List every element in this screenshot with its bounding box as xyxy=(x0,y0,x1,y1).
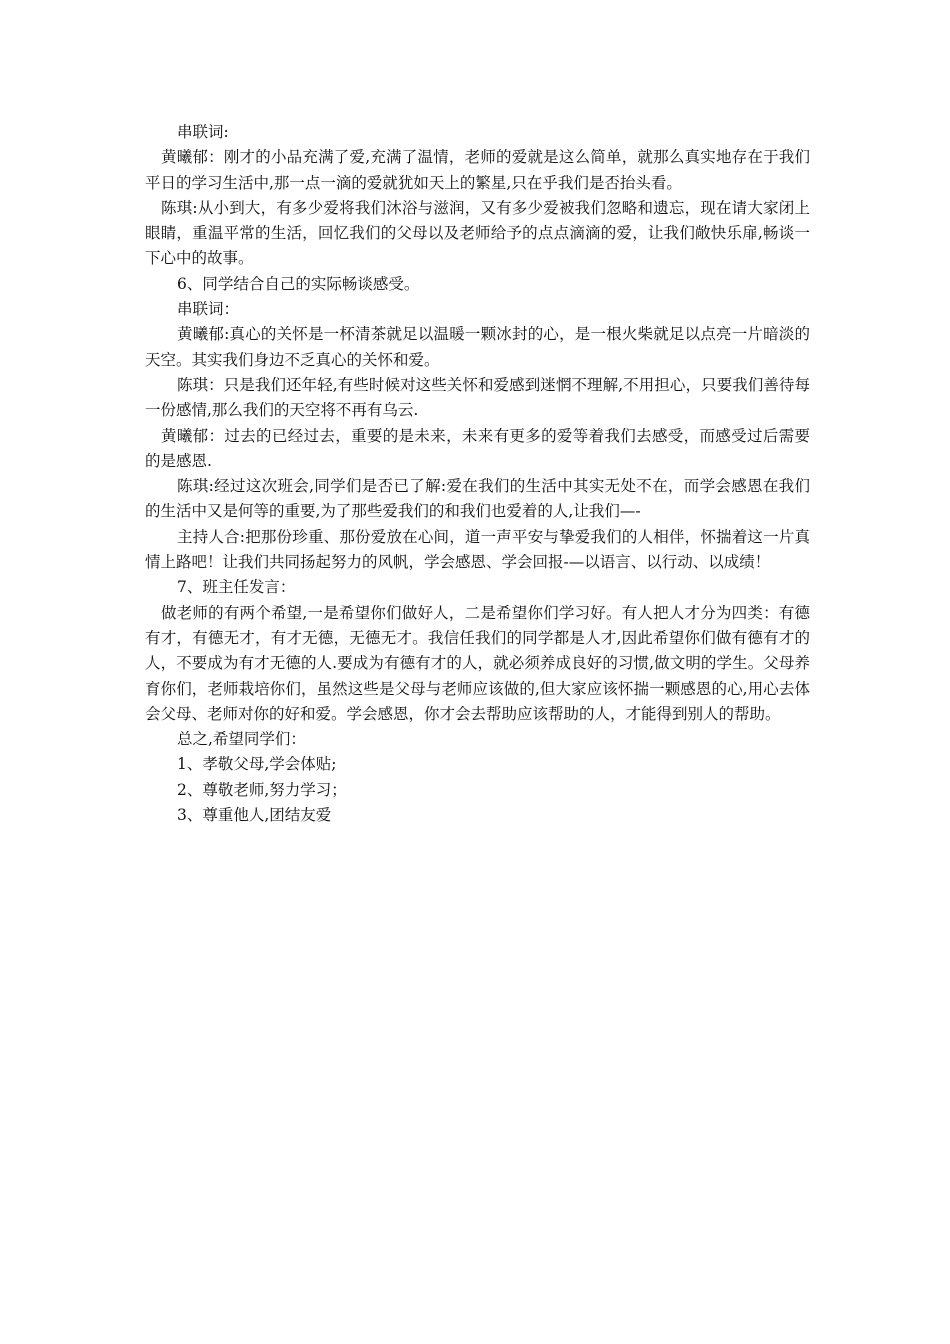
document-body xyxy=(145,120,810,828)
paragraph-huang-1: 黄曦郁：刚才的小品充满了爱,充满了温情，老师的爱就是这么简单，就那么真实地存在于我们平日的学习生活中,那一点一滴的爱就犹如天上的繁星,只在乎我们是否抬头看。 xyxy=(145,148,810,192)
list-item-1: 1、孝敬父母,学会体贴; xyxy=(177,755,337,774)
paragraph-huang-2: 黄曦郁:真心的关怀是一杯清茶就足以温暖一颗冰封的心，是一根火柴就足以点亮一片暗淡的天空。其实我们身边不乏真心的关怀和爱。 xyxy=(145,325,810,369)
paragraph-chen-2: 陈琪：只是我们还年轻,有些时候对这些关怀和爱感到迷惘不理解,不用担心，只要我们善待每一份感情,那么我们的天空将不再有乌云. xyxy=(145,375,810,420)
paragraph-item-7: 7、班主任发言： xyxy=(177,578,296,597)
paragraph-teacher-speech: 做老师的有两个希望,一是希望你们做好人，二是希望你们学习好。有人把人才分为四类：有德有才，有德无才，有才无德，无德无才。我信任我们的同学都是人才,因此希望你们做有德有才的人，不要成为有才无德的人.要成为有德有才的人，就必须养成良好的习惯,做文明的学生。父母养育你们，老师栽培你们，虽然这些是父母与老师应该做的,但大家应该怀揣一颗感恩的心,用心去体会父母、老师对你的好和爱。学会感恩，你才会去帮助应该帮助的人，才能得到别人的帮助。 xyxy=(145,603,810,723)
paragraph-chen-1: 陈琪:从小到大，有多少爱将我们沐浴与滋润，又有多少爱被我们忽略和遗忘，现在请大家闭上眼睛，重温平常的生活，回忆我们的父母以及老师给予的点点滴滴的爱，让我们敞快乐扉,畅谈一下心中的故事。 xyxy=(145,198,810,268)
paragraph-huang-3: 黄曦郁：过去的已经过去，重要的是未来，未来有更多的爱等着我们去感受，而感受过后需要的是感恩. xyxy=(145,426,810,470)
paragraph-chen-3: 陈琪:经过这次班会,同学们是否已了解:爱在我们的生活中其实无处不在，而学会感恩在我们的生活中又是何等的重要,为了那些爱我们的和我们也爱着的人,让我们—- xyxy=(145,477,810,521)
paragraph-item-6: 6、同学结合自己的实际畅谈感受。 xyxy=(177,274,420,293)
list-item-3: 3、尊重他人,团结友爱 xyxy=(177,806,332,825)
paragraph-hosts-together: 主持人合:把那份珍重、那份爱放在心间，道一声平安与挚爱我们的人相伴，怀揣着这一片真情上路吧！让我们共同扬起努力的风帆，学会感恩、学会回报-—以语言、以行动、以成绩！ xyxy=(145,527,810,572)
paragraph-summary-intro: 总之,希望同学们： xyxy=(177,730,306,749)
paragraph-bridge-words-1: 串联词: xyxy=(177,123,229,141)
paragraph-bridge-words-2: 串联词： xyxy=(177,300,240,319)
list-item-2: 2、尊敬老师,努力学习； xyxy=(177,780,347,799)
